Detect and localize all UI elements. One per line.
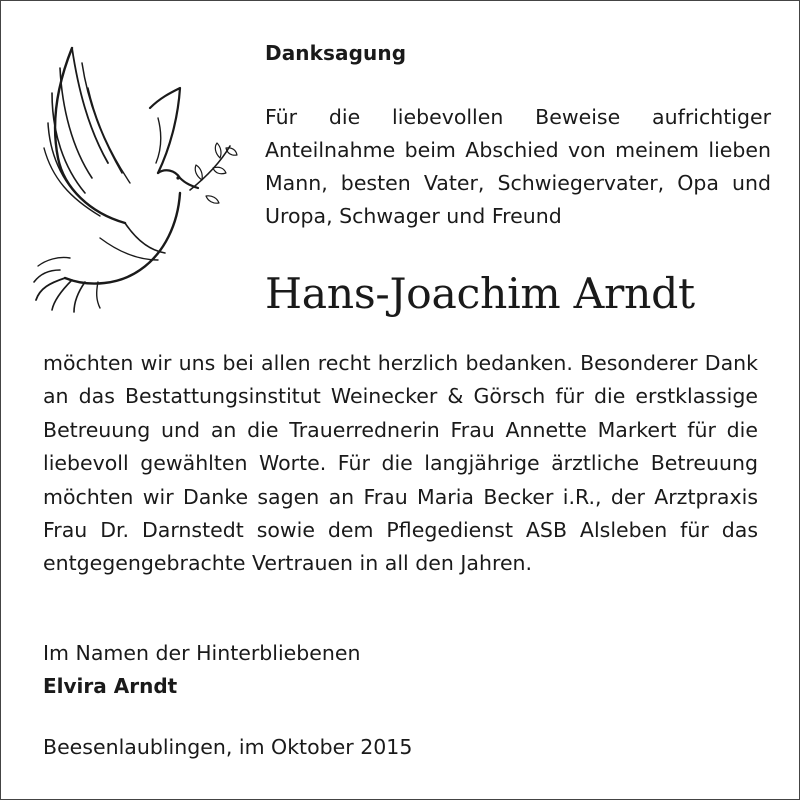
intro-paragraph: Für die liebevollen Beweise aufrichtiger Anteilnahme beim Abschied von meinem lieben Mann, besten Vater, Schwiegervater, Opa und Uropa, Schwager und Freund xyxy=(265,105,771,228)
body-paragraph: möchten wir uns bei allen recht herzlich bedanken. Besonderer Dank an das Bestattungsinstitut Weinecker & Görsch für die erstklassige Betreuung und an die Trauerrednerin Frau Annette Markert für die liebevoll gewählten Worte. Für die langjährige ärztliche Betreuung möchten wir Danke sagen an Frau Maria Becker i.R., der Arztpraxis Frau Dr. Darnstedt sowie dem Pflegedienst ASB Alsleben für das entgegengebrachte Vertrauen in all den Jahren. xyxy=(43,351,758,576)
deceased-name: Hans-Joachim Arndt xyxy=(265,270,695,319)
signature: Elvira Arndt xyxy=(43,674,178,698)
notice-heading: Danksagung xyxy=(265,41,407,65)
place-and-date: Beesenlaublingen, im Oktober 2015 xyxy=(43,735,413,759)
dove-icon xyxy=(30,38,255,318)
closing-line: Im Namen der Hinterbliebenen xyxy=(43,641,361,665)
